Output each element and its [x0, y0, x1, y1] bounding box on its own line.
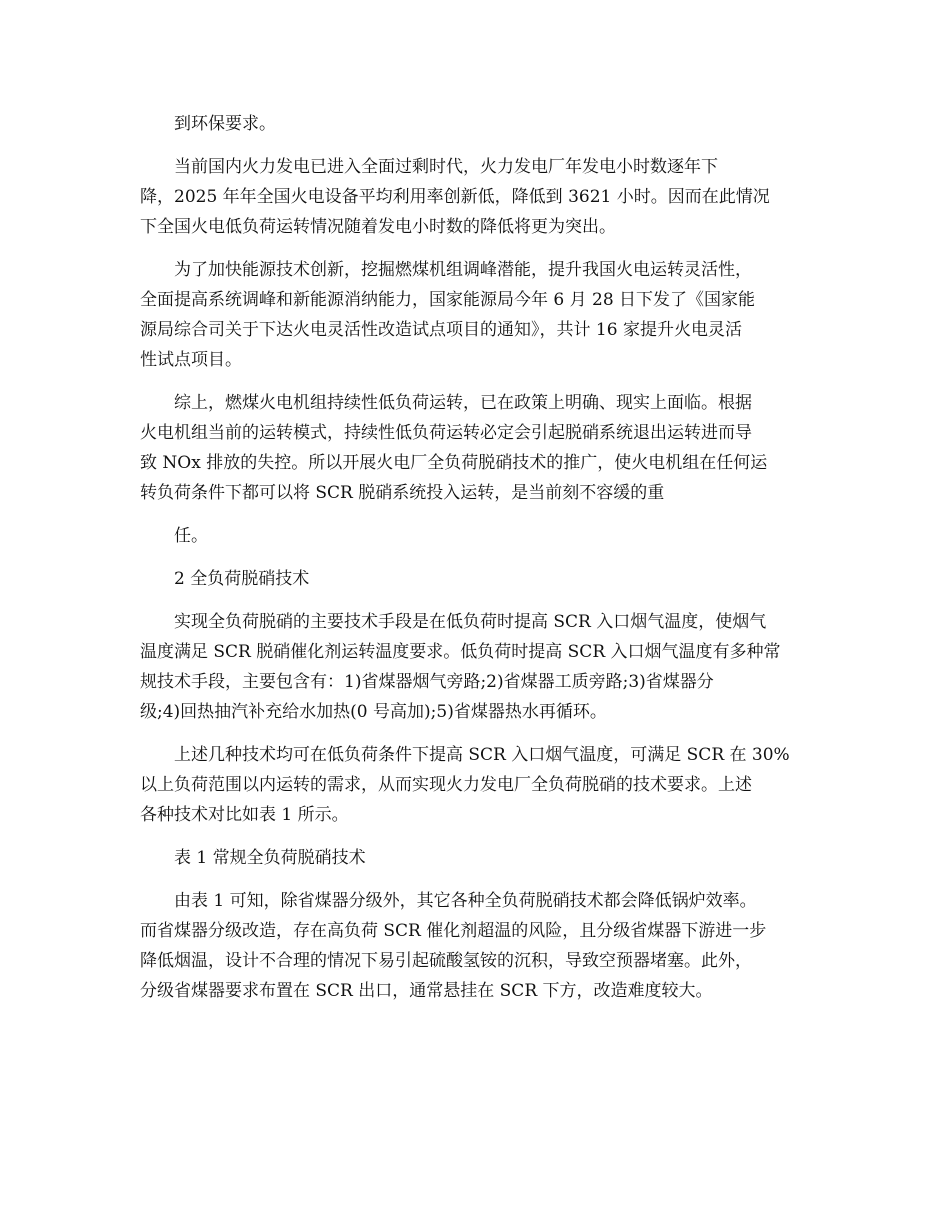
paragraph-summary-end — [140, 521, 812, 551]
text-line: 分级省煤器要求布置在 SCR 出口，通常悬挂在 SCR 下方，改造难度较大。 — [140, 981, 713, 1001]
document-body — [140, 109, 812, 1006]
text-line: 到环保要求。 — [174, 114, 276, 134]
paragraph-summary — [140, 388, 812, 508]
text-line: 为了加快能源技术创新，挖掘燃煤机组调峰潜能，提升我国火电运转灵活性， — [174, 260, 752, 280]
text-line: 火电机组当前的运转模式，持续性低负荷运转必定会引起脱硝系统退出运转进而导 — [140, 423, 752, 443]
paragraph-technical-means — [140, 607, 812, 727]
text-line: 全面提高系统调峰和新能源消纳能力，国家能源局今年 6 月 28 日下发了《国家能 — [140, 290, 756, 310]
text-line: 规技术手段，主要包含有：1)省煤器烟气旁路;2)省煤器工质旁路;3)省煤器分 — [140, 672, 714, 692]
text-line: 源局综合司关于下达火电灵活性改造试点项目的通知》，共计 16 家提升火电灵活 — [140, 320, 742, 340]
text-line: 级;4)回热抽汽补充给水加热(0 号高加);5)省煤器热水再循环。 — [140, 702, 607, 722]
text-line: 由表 1 可知，除省煤器分级外，其它各种全负荷脱硝技术都会降低锅炉效率。 — [174, 891, 757, 911]
text-line: 上述几种技术均可在低负荷条件下提高 SCR 入口烟气温度，可满足 SCR 在 30% — [174, 745, 790, 765]
text-line: 综上，燃煤火电机组持续性低负荷运转，已在政策上明确、现实上面临。根据 — [174, 393, 752, 413]
paragraph-flexibility-pilot — [140, 255, 812, 375]
text-line: 转负荷条件下都可以将 SCR 脱硝系统投入运转，是当前刻不容缓的重 — [140, 483, 665, 503]
text-line: 致 NOx 排放的失控。所以开展火电厂全负荷脱硝技术的推广，使火电机组在任何运 — [140, 453, 768, 473]
text-line: 而省煤器分级改造，存在高负荷 SCR 催化剂超温的风险，且分级省煤器下游进一步 — [140, 921, 767, 941]
text-line: 性试点项目。 — [140, 350, 242, 370]
text-line: 任。 — [174, 526, 208, 546]
paragraph-table-conclusion — [140, 886, 812, 1006]
text-line: 各种技术对比如表 1 所示。 — [140, 805, 349, 825]
section-heading-full-load-denitrification — [140, 564, 812, 594]
text-line: 降，2025 年年全国火电设备平均利用率创新低，降低到 3621 小时。因而在此情况 — [140, 187, 770, 207]
section-heading-text: 2 全负荷脱硝技术 — [174, 569, 310, 589]
paragraph-env-requirement — [140, 109, 812, 139]
text-line: 当前国内火力发电已进入全面过剩时代，火力发电厂年发电小时数逐年下 — [174, 157, 718, 177]
text-line: 温度满足 SCR 脱硝催化剂运转温度要求。低负荷时提高 SCR 入口烟气温度有多种常 — [140, 642, 781, 662]
paragraph-technology-comparison — [140, 740, 812, 830]
table-caption — [140, 843, 812, 873]
text-line: 下全国火电低负荷运转情况随着发电小时数的降低将更为突出。 — [140, 217, 616, 237]
text-line: 降低烟温，设计不合理的情况下易引起硫酸氢铵的沉积，导致空预器堵塞。此外， — [140, 951, 752, 971]
table-caption-text: 表 1 常规全负荷脱硝技术 — [174, 848, 366, 868]
text-line: 以上负荷范围以内运转的需求，从而实现火力发电厂全负荷脱硝的技术要求。上述 — [140, 775, 752, 795]
paragraph-overcapacity — [140, 152, 812, 242]
text-line: 实现全负荷脱硝的主要技术手段是在低负荷时提高 SCR 入口烟气温度，使烟气 — [174, 612, 767, 632]
